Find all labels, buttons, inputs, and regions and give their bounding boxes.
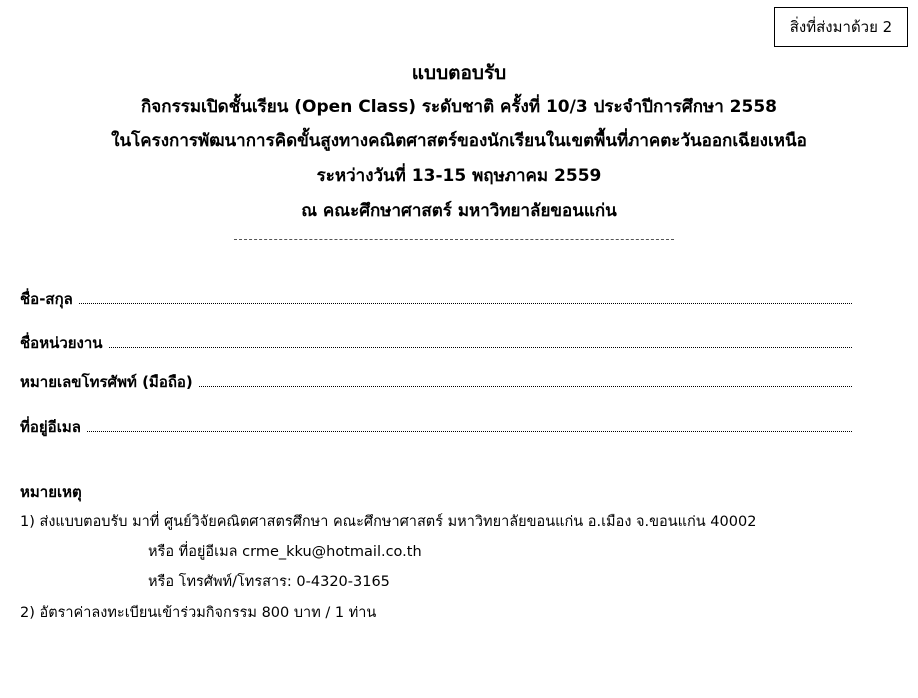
form-title: แบบตอบรับ <box>411 62 507 84</box>
organization-label: ชื่อหน่วยงาน <box>20 334 103 352</box>
note-item-submit-address: 1) ส่งแบบตอบรับ มาที่ ศูนย์วิจัยคณิตศาสตรศึกษา คณะศึกษาศาสตร์ มหาวิทยาลัยขอนแก่น อ.เมือง จ.ขอนแก่น 40002 <box>20 514 757 530</box>
header-divider <box>234 239 674 240</box>
email-label: ที่อยู่อีเมล <box>20 418 81 436</box>
email-field[interactable] <box>20 415 852 439</box>
name-blank-line[interactable] <box>79 289 852 304</box>
name-label: ชื่อ-สกุล <box>20 290 73 308</box>
note-item-fee: 2) อัตราค่าลงทะเบียนเข้าร่วมกิจกรรม 800 บาท / 1 ท่าน <box>20 605 377 621</box>
phone-label: หมายเลขโทรศัพท์ (มือถือ) <box>20 373 193 391</box>
notes-title: หมายเหตุ <box>20 483 82 501</box>
event-dates: ระหว่างวันที่ 13-15 พฤษภาคม 2559 <box>316 166 602 186</box>
note-item-submit-phone: หรือ โทรศัพท์/โทรสาร: 0-4320-3165 <box>148 574 390 590</box>
organization-blank-line[interactable] <box>109 333 852 348</box>
phone-blank-line[interactable] <box>199 372 852 387</box>
attachment-label: สิ่งที่ส่งมาด้วย 2 <box>789 18 893 36</box>
note-item-submit-email: หรือ ที่อยู่อีเมล crme_kku@hotmail.co.th <box>148 544 422 560</box>
organization-field[interactable] <box>20 331 852 355</box>
name-field[interactable] <box>20 287 852 311</box>
attachment-label-box <box>774 7 908 47</box>
email-blank-line[interactable] <box>87 417 852 432</box>
phone-field[interactable] <box>20 370 852 394</box>
event-venue: ณ คณะศึกษาศาสตร์ มหาวิทยาลัยขอนแก่น <box>301 201 617 221</box>
event-title: กิจกรรมเปิดชั้นเรียน (Open Class) ระดับชาติ ครั้งที่ 10/3 ประจำปีการศึกษา 2558 <box>141 97 777 117</box>
project-title: ในโครงการพัฒนาการคิดขั้นสูงทางคณิตศาสตร์ของนักเรียนในเขตพื้นที่ภาคตะวันออกเฉียงเหนือ <box>111 131 807 151</box>
